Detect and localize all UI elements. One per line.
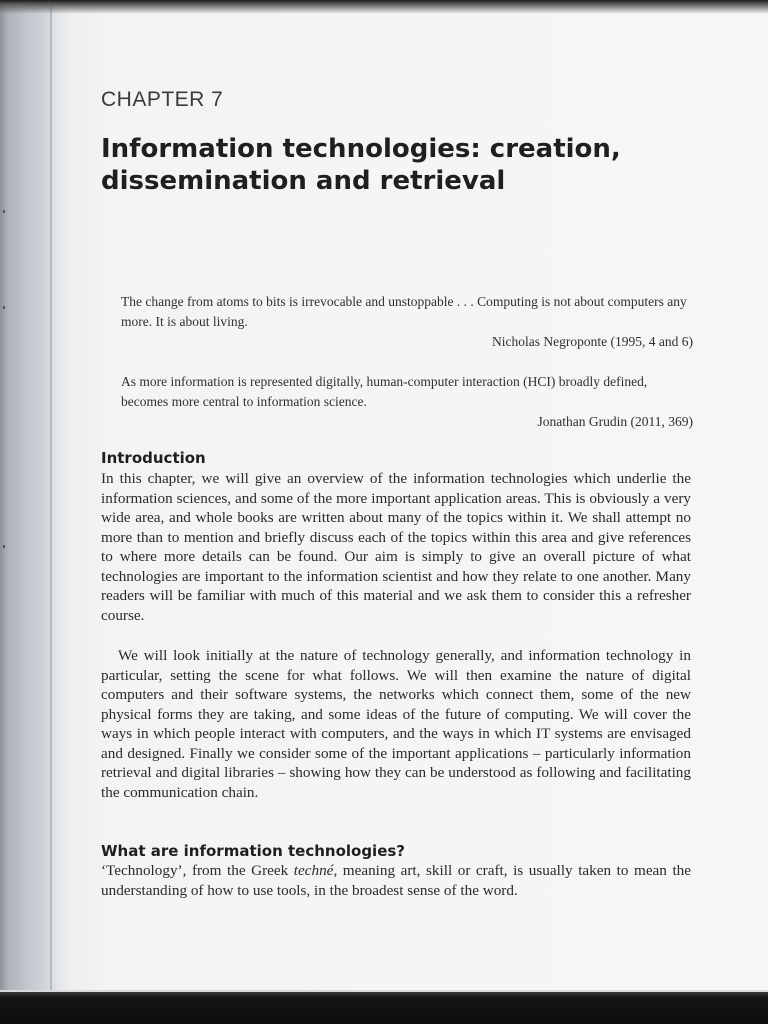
epigraph: [121, 292, 693, 352]
epigraph-quote: The change from atoms to bits is irrevocable and unstoppable . . . Computing is not about computers any more. It is about living.: [121, 294, 687, 329]
paragraph-text: , meaning art, skill or craft, is usually taken to mean the understanding of how to use tools, in the broadest sense of the word.: [101, 862, 692, 899]
body-paragraph: We will look initially at the nature of technology generally, and information technology in particular, setting the scene for what follows. We will then examine the nature of digital computers and their software systems, the networks which connect them, some of the new physical forms they are taking, and some ideas of the future of computing. We will cover the ways in which people interact with computers, and the ways in which IT systems are envisaged and designed. Finally we consider some of the important applications – particularly information retrieval and digital libraries – showing how they can be understood as following and facilitating the communication chain.: [101, 647, 691, 801]
chapter-title: Information technologies: creation, dissemination and retrieval: [101, 134, 621, 196]
epigraph-attribution: Nicholas Negroponte (1995, 4 and 6): [492, 334, 693, 349]
chapter-label: CHAPTER 7: [101, 88, 224, 111]
emphasis-term: techné: [293, 862, 334, 879]
paragraph-text: ‘Technology’, from the Greek: [101, 862, 294, 879]
epigraph-quote: As more information is represented digitally, human-computer interaction (HCI) broadly defined, becomes more central to information science.: [121, 374, 648, 409]
epigraph-attribution: Jonathan Grudin (2011, 369): [537, 414, 693, 429]
section-heading-introduction: Introduction: [101, 449, 206, 467]
body-paragraph: In this chapter, we will give an overview of the information technologies which underlie the information sciences, and some of the more important application areas. This is obviously a very wide area, and whole books are written about many of the topics within it. We shall attempt no more than to mention and briefly discuss each of the topics within this area and give references to where more details can be found. Our aim is simply to give an overall picture of what technologies are important to the information scientist and how they relate to one another. Many readers will be familiar with much of this material and we ask them to consider this a refresher course.: [101, 470, 691, 624]
section-heading-what-are-it: What are information technologies?: [101, 842, 405, 860]
body-paragraph: [101, 861, 691, 900]
epigraph: [121, 372, 693, 432]
